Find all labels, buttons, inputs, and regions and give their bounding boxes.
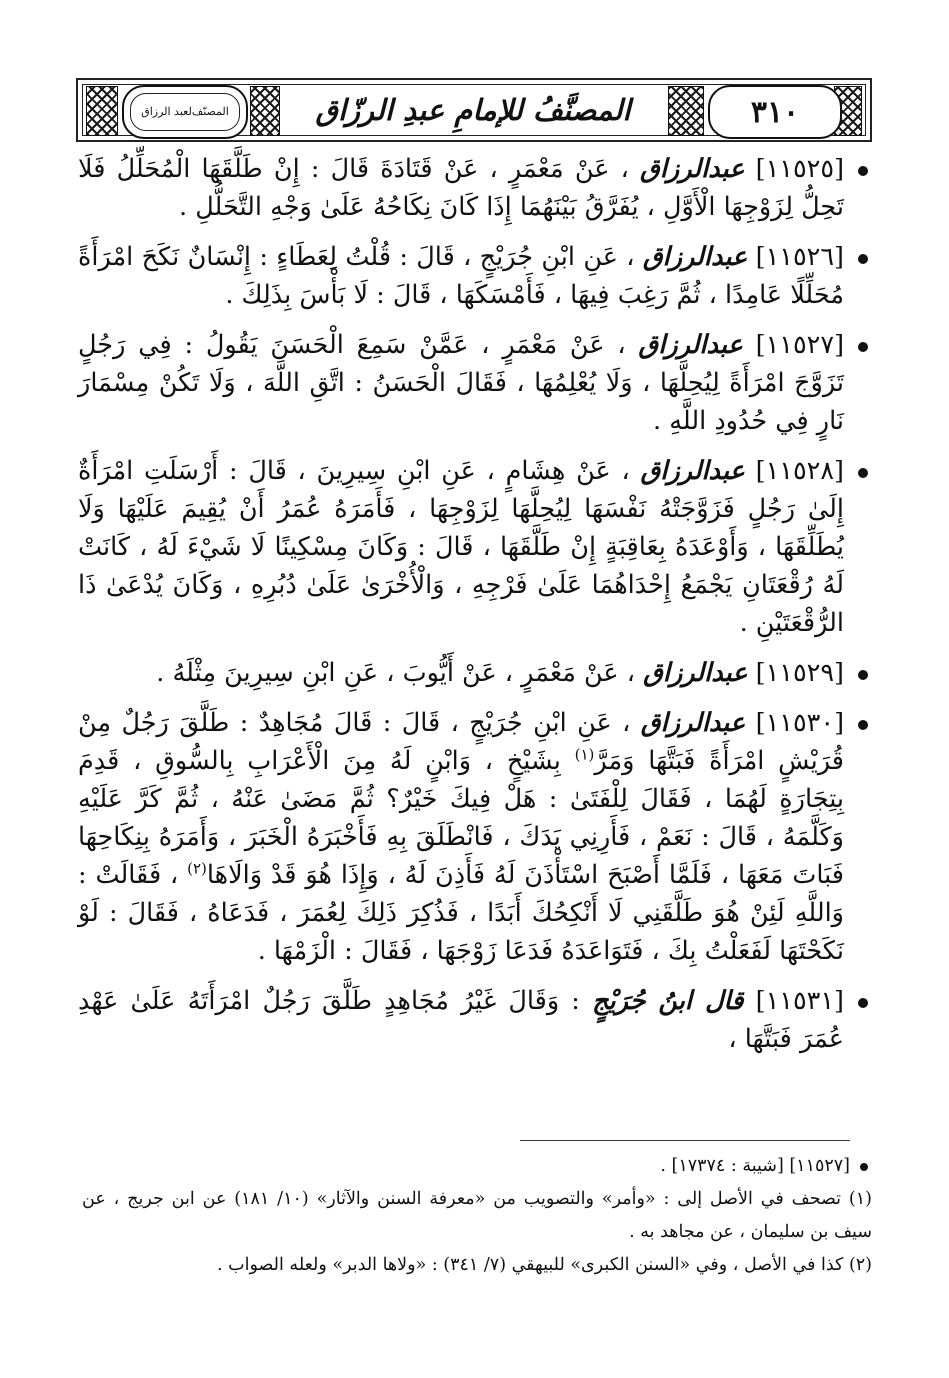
- entry-text: ، عَنْ مَعْمَرٍ ، عَمَّنْ سَمِعَ الْحَسَنَ يَقُولُ : فِي رَجُلٍ تَزَوَّجَ امْرَأَةً لِيُحِلَّهَا ، وَلَا يُعْلِمُهَا ، فَقَالَ الْحَسَنُ : اتَّقِ اللَّهَ ، وَلَا تَكُنْ مِسْمَارَ نَارٍ فِي حُدُودِ اللَّهِ .: [78, 330, 844, 436]
- hadith-entry: [78, 982, 872, 1058]
- bullet-icon: [858, 254, 868, 264]
- book-seal-logo: [130, 93, 240, 131]
- bullet-icon: [858, 670, 868, 680]
- seal-line: لعبد الرزاق: [141, 105, 192, 118]
- narrator-name: عبدالرزاق: [640, 708, 746, 738]
- bullet-icon: [858, 166, 868, 176]
- footnote-text: [١١٥٢٧] [شيبة : ١٧٣٧٤] .: [660, 1156, 850, 1176]
- running-header: [76, 78, 872, 142]
- footnote-divider: [520, 1140, 850, 1141]
- narrator-name: عبدالرزاق: [642, 242, 748, 272]
- entry-text: ، فَقَالَتْ : وَاللَّهِ لَئِنْ هُوَ طَلَّقَنِي لَا أَنْكِحُكَ أَبَدًا ، فَذُكِرَ ذَلِكَ لِعُمَرَ ، فَدَعَاهُ ، فَقَالَ : لَوْ نَكَحْتَهَا لَفَعَلْتُ بِكَ ، فَتَوَاعَدَهُ فَدَعَا زَوْجَهَا ، فَقَالَ : الْزَمْهَا .: [78, 860, 844, 966]
- narrator-name: عبدالرزاق: [638, 330, 743, 360]
- narrator-name: عبدالرزاق: [640, 154, 745, 184]
- bullet-icon: [858, 342, 868, 352]
- footnotes: [82, 1150, 872, 1282]
- bullet-icon: [858, 998, 868, 1008]
- bullet-icon: [860, 1163, 868, 1171]
- seal-line: المصنّف: [191, 105, 229, 118]
- entry-number: [١١٥٢٥]: [755, 154, 845, 184]
- entry-number: [١١٥٢٧]: [755, 330, 845, 360]
- ornament-pattern: [250, 86, 280, 136]
- entry-number: [١١٥٣١]: [755, 986, 844, 1016]
- entry-number: [١١٥٢٨]: [755, 456, 844, 486]
- entry-text: ، عَنِ ابْنِ جُرَيْجٍ ، قَالَ : قُلْتُ لِعَطَاءٍ : إِنْسَانٌ نَكَحَ امْرَأَةً مُحَلِّلًا عَامِدًا ، ثُمَّ رَغِبَ فِيهَا ، فَأَمْسَكَهَا ، قَالَ : لَا بَأْسَ بِذَلِكَ .: [78, 242, 844, 310]
- entry-number: [١١٥٢٦]: [755, 242, 844, 272]
- entry-text: ، عَنْ مَعْمَرٍ ، عَنْ أَيُّوبَ ، عَنِ ابْنِ سِيرِينَ مِثْلَهُ .: [156, 658, 635, 688]
- bullet-icon: [858, 720, 868, 730]
- page-number: ٣١٠: [708, 85, 842, 139]
- hadith-entry: [78, 654, 872, 692]
- entry-number: [١١٥٢٩]: [755, 658, 844, 688]
- entry-text: ، عَنْ مَعْمَرٍ ، عَنْ قَتَادَةَ قَالَ : إِنْ طَلَّقَهَا الْمُحَلِّلُ فَلَا تَحِلُّ لِزَوْجِهَا الْأَوَّلِ ، يُفَرَّقُ بَيْنَهُمَا إِذَا كَانَ نِكَاحُهُ عَلَىٰ وَجْهِ التَّحَلُّلِ .: [78, 154, 844, 222]
- entry-text: : وَقَالَ غَيْرُ مُجَاهِدٍ طَلَّقَ رَجُلٌ امْرَأَتَهُ عَلَىٰ عَهْدِ عُمَرَ فَبَتَّهَا ،: [78, 986, 844, 1054]
- footnote-reference[interactable]: (١): [574, 745, 595, 764]
- book-title: المصنَّفُ للإمامِ عبدِ الرزّاق: [315, 93, 631, 127]
- hadith-entry: [78, 150, 872, 226]
- narrator-name: عبدالرزاق: [640, 456, 745, 486]
- narrator-name: عبدالرزاق: [643, 658, 748, 688]
- narrator-name: قال ابنُ جُرَيْجٍ: [592, 986, 744, 1016]
- ornament-pattern: [668, 86, 704, 136]
- footnote-item: (٢) كذا في الأصل ، وفي «السنن الكبرى» للبيهقي (٧/ ٣٤١) : «ولاها الدبر» ولعله الصواب .: [217, 1255, 872, 1275]
- main-text: [78, 150, 872, 1070]
- entry-text: ، عَنِ ابْنِ جُرَيْجٍ ، قَالَ : قَالَ مُجَاهِدٌ : طَلَّقَ رَجُلٌ مِنْ قُرَيْشٍ امْرَأَةً فَبَتَّهَا وَمَرَّ: [78, 708, 844, 776]
- entry-text: بِشَيْخٍ ، وَابْنٍ لَهُ مِنَ الْأَعْرَابِ بِالسُّوقِ ، قَدِمَ بِتِجَارَةٍ لَهُمَا ، فَقَالَ لِلْفَتَىٰ : هَلْ فِيكَ خَيْرٌ؟ ثُمَّ مَضَىٰ عَنْهُ ، ثُمَّ كَرَّ عَلَيْهِ وَكَلَّمَهُ ، قَالَ : نَعَمْ ، فَأَرِنِي يَدَكَ ، فَانْطَلَقَ بِهِ فَأَخْبَرَهُ الْخَبَرَ ، وَأَمَرَهُ بِنِكَاحِهَا فَبَاتَ مَعَهَا ، فَلَمَّا أَصْبَحَ اسْتَأْذَنَ لَهُ فَأَذِنَ لَهُ ، وَإِذَا هُوَ قَدْ وَالَاهَا: [78, 746, 844, 890]
- book-seal-badge: [122, 85, 248, 139]
- hadith-entry: [78, 452, 872, 642]
- hadith-entry: [78, 326, 872, 440]
- bullet-icon: [858, 468, 868, 478]
- footnote-item: (١) تصحف في الأصل إلى : «وأمر» والتصويب من «معرفة السنن والآثار» (١٠/ ١٨١) عن ابن جريج ، عن سيف بن سليمان ، عن مجاهد به .: [82, 1189, 872, 1242]
- ornament-pattern: [86, 86, 118, 136]
- footnote-source-reference: [82, 1150, 872, 1183]
- footnote-reference[interactable]: (٢): [187, 859, 207, 878]
- entry-text: ، عَنْ هِشَامٍ ، عَنِ ابْنِ سِيرِينَ ، قَالَ : أَرْسَلَتِ امْرَأَةٌ إِلَىٰ رَجُلٍ فَزَوَّجَتْهُ نَفْسَهَا لِيُحِلَّهَا لِزَوْجِهَا ، فَأَمَرَهُ عُمَرُ أَنْ يُقِيمَ عَلَيْهَا وَلَا يُطَلِّقَهَا ، وَأَوْعَدَهُ بِعَاقِبَةٍ إِنْ طَلَّقَهَا ، قَالَ : وَكَانَ مِسْكِينًا لَا شَيْءَ لَهُ ، كَانَتْ لَهُ رُقْعَتَانِ يَجْمَعُ إِحْدَاهُمَا عَلَىٰ فَرْجِهِ ، وَالْأُخْرَىٰ عَلَىٰ دُبُرِهِ ، وَكَانَ يُدْعَىٰ ذَا الرُّقْعَتَيْنِ .: [78, 456, 844, 638]
- hadith-entry: [78, 238, 872, 314]
- hadith-entry: [78, 704, 872, 970]
- entry-number: [١١٥٣٠]: [755, 708, 845, 738]
